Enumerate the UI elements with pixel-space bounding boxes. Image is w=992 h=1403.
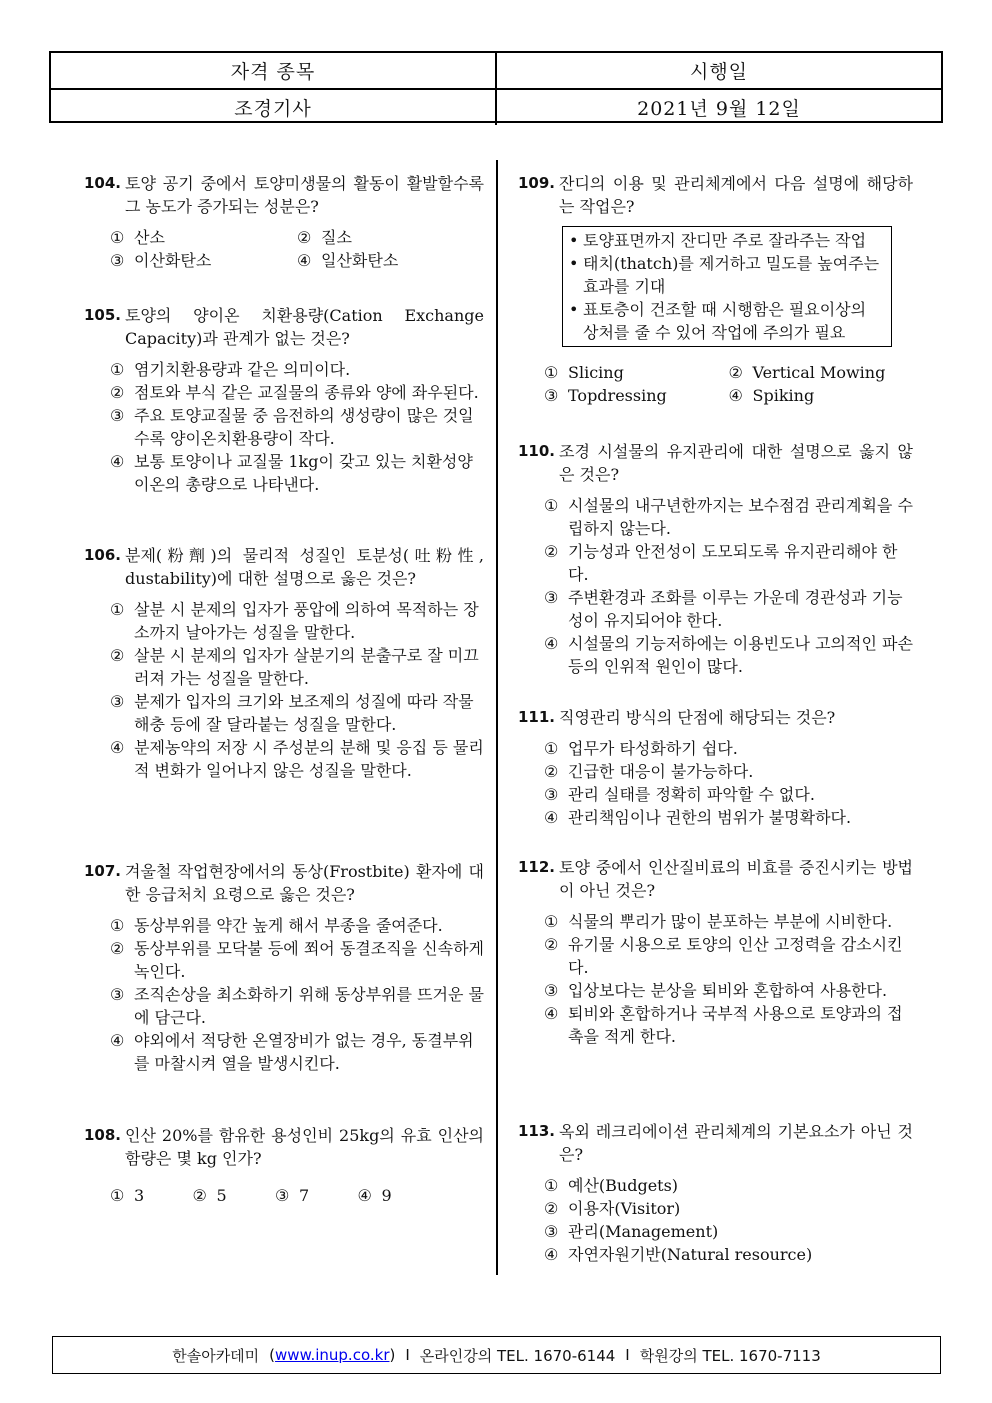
option: 조직손상을 최소화하기 위해 동상부위를 뜨거운 물에 담근다. <box>134 985 485 1027</box>
box-line: 토양표면까지 잔디만 주로 잘라주는 작업 <box>583 231 867 250</box>
question-111 <box>518 706 913 829</box>
option: 보통 토양이나 교질물 1kg이 갖고 있는 치환성양이온의 총량으로 나타낸다. <box>134 452 473 494</box>
academy-name: 한솔아카데미 <box>172 1346 260 1365</box>
option: Vertical Mowing <box>752 363 886 382</box>
question-105 <box>84 304 484 496</box>
options: ① 예산(Budgets) ② 이용자(Visitor) ③ 관리(Management) ④ 자연자원기반(Natural resource) <box>518 1174 913 1266</box>
question-number: 104. <box>84 174 122 192</box>
options: ① 염기치환용량과 같은 의미이다. ② 점토와 부식 같은 교질물의 종류와 양에 좌우된다. ③ 주요 토양교질물 중 음전하의 생성량이 많은 것일수록 양이온치환용량이 작다. ④ 보통 토양이나 교질물 1kg이 갖고 있는 치환성양이온의 총량으로 나타낸다. <box>84 358 484 496</box>
option: 식물의 뿌리가 많이 분포하는 부분에 시비한다. <box>568 912 893 931</box>
question-number: 113. <box>518 1122 556 1140</box>
bullet-icon: • <box>569 254 579 273</box>
option: 7 <box>299 1186 310 1205</box>
option: 질소 <box>321 228 352 247</box>
option: 시설물의 기능저하에는 이용빈도나 고의적인 파손 등의 인위적 원인이 많다. <box>568 634 913 676</box>
question-107 <box>84 860 484 1075</box>
online-phone: 온라인강의 TEL. 1670-6144 <box>419 1346 616 1365</box>
box-line: 태치(thatch)를 제거하고 밀도를 높여주는 효과를 기대 <box>583 254 880 296</box>
question-106 <box>84 544 484 782</box>
description-box <box>562 226 892 347</box>
option: 시설물의 내구년한까지는 보수점검 관리계획을 수립하지 않는다. <box>568 496 913 538</box>
question-110 <box>518 440 913 678</box>
option: 5 <box>216 1186 227 1205</box>
option: Spiking <box>752 386 815 405</box>
question-text: 직영관리 방식의 단점에 해당되는 것은? <box>559 708 836 727</box>
option: 기능성과 안전성이 도모되도록 유지관리해야 한다. <box>568 542 898 584</box>
header-col2-value: 2021년 9월 12일 <box>495 90 941 125</box>
question-number: 105. <box>84 306 122 324</box>
option: 점토와 부식 같은 교질물의 종류와 양에 좌우된다. <box>134 383 479 402</box>
question-text: 분제(粉劑)의 물리적 성질인 토분성(吐粉性, dustability)에 대한 설명으로 옳은 것은? <box>125 546 484 588</box>
website-link[interactable]: www.inup.co.kr <box>275 1346 390 1364</box>
question-104 <box>84 172 484 272</box>
option: Slicing <box>568 363 624 382</box>
option: 유기물 시용으로 토양의 인산 고정력을 감소시킨다. <box>568 935 903 977</box>
options: ① 살분 시 분제의 입자가 풍압에 의하여 목적하는 장소까지 날아가는 성질을 말한다. ② 살분 시 분제의 입자가 살분기의 분출구로 잘 미끄러져 가는 성질을 말한다. ③ 분제가 입자의 크기와 보조제의 성질에 따라 작물해충 등에 잘 달라붙는 성질을 말한다. ④ 분제농약의 저장 시 주성분의 분해 및 응집 등 물리적 변화가 일어나지 않은 성질을 말한다. <box>110 600 484 780</box>
option: 3 <box>134 1186 145 1205</box>
option: 예산(Budgets) <box>568 1176 679 1195</box>
bullet-icon: • <box>569 231 579 250</box>
question-number: 110. <box>518 442 556 460</box>
question-108 <box>84 1124 484 1207</box>
question-text: 옥외 레크리에이션 관리체계의 기본요소가 아닌 것은? <box>559 1122 913 1164</box>
option: 이산화탄소 <box>134 251 212 270</box>
option: 살분 시 분제의 입자가 살분기의 분출구로 잘 미끄러져 가는 성질을 말한다. <box>134 646 479 688</box>
options: ① 식물의 뿌리가 많이 분포하는 부분에 시비한다. ② 유기물 시용으로 토양의 인산 고정력을 감소시킨다. ③ 입상보다는 분상을 퇴비와 혼합하여 사용한다. ④ 퇴비와 혼합하거나 국부적 사용으로 토양과의 접촉을 적게 한다. <box>518 910 913 1048</box>
question-112 <box>518 856 913 1048</box>
question-number: 106. <box>84 546 122 564</box>
option: 분제농약의 저장 시 주성분의 분해 및 응집 등 물리적 변화가 일어나지 않은 성질을 말한다. <box>134 738 484 780</box>
question-text: 조경 시설물의 유지관리에 대한 설명으로 옳지 않은 것은? <box>559 442 913 484</box>
question-text: 토양 공기 중에서 토양미생물의 활동이 활발할수록 그 농도가 증가되는 성분은? <box>125 174 484 216</box>
option: 주요 토양교질물 중 음전하의 생성량이 많은 것일수록 양이온치환용량이 작다. <box>134 406 474 448</box>
question-109 <box>518 172 913 407</box>
offline-phone: 학원강의 TEL. 1670-7113 <box>639 1346 821 1365</box>
option: 자연자원기반(Natural resource) <box>568 1245 813 1264</box>
question-number: 112. <box>518 858 556 876</box>
option: Topdressing <box>568 386 667 405</box>
options: ① 동상부위를 약간 높게 해서 부종을 줄여준다. ② 동상부위를 모닥불 등에 쬐어 동결조직을 신속하게 녹인다. ③ 조직손상을 최소화하기 위해 동상부위를 뜨거운 물에 담근다. ④ 야외에서 적당한 온열장비가 없는 경우, 동결부위를 마찰시켜 열을 발생시킨다. <box>110 916 485 1073</box>
option: 산소 <box>134 228 165 247</box>
footer: 한솔아카데미 (www.inup.co.kr) I 온라인강의 TEL. 1670-6144 I 학원강의 TEL. 1670-7113 <box>52 1336 941 1374</box>
header-col1-value: 조경기사 <box>234 98 312 120</box>
header-col2-label: 시행일 <box>495 53 941 88</box>
option: 이용자(Visitor) <box>568 1199 681 1218</box>
options: ① 시설물의 내구년한까지는 보수점검 관리계획을 수립하지 않는다. ② 기능성과 안전성이 도모되도록 유지관리해야 한다. ③ 주변환경과 조화를 이루는 가운데 경관성과 기능성이 유지되어야 한다. ④ 시설물의 기능저하에는 이용빈도나 고의적인 파손 등의 인위적 원인이 많다. <box>544 496 913 676</box>
option: 살분 시 분제의 입자가 풍압에 의하여 목적하는 장소까지 날아가는 성질을 말한다. <box>134 600 479 642</box>
option: 9 <box>381 1186 392 1205</box>
question-113 <box>518 1120 913 1266</box>
option: 일산화탄소 <box>321 251 399 270</box>
separator: I <box>405 1346 410 1364</box>
option: 염기치환용량과 같은 의미이다. <box>134 360 351 379</box>
question-number: 108. <box>84 1126 122 1144</box>
options: ① 3 ② 5 ③ 7 ④ 9 <box>84 1184 440 1207</box>
question-number: 107. <box>84 862 122 880</box>
bullet-icon: • <box>569 300 579 319</box>
option: 분제가 입자의 크기와 보조제의 성질에 따라 작물해충 등에 잘 달라붙는 성질을 말한다. <box>134 692 474 734</box>
options: ① Slicing ② Vertical Mowing ③ Topdressing ④ Spiking <box>518 361 913 407</box>
header-col1-label: 자격 종목 <box>230 61 316 83</box>
header-table <box>49 51 943 123</box>
question-text: 토양의 양이온 치환용량(Cation Exchange Capacity)과 관계가 없는 것은? <box>125 306 484 348</box>
question-text: 잔디의 이용 및 관리체계에서 다음 설명에 해당하는 작업은? <box>559 174 913 216</box>
option: 긴급한 대응이 불가능하다. <box>568 762 754 781</box>
option: 동상부위를 모닥불 등에 쬐어 동결조직을 신속하게 녹인다. <box>134 939 485 981</box>
options: ① 산소 ② 질소 ③ 이산화탄소 ④ 일산화탄소 <box>84 226 484 272</box>
option: 관리(Management) <box>568 1222 719 1241</box>
question-text: 토양 중에서 인산질비료의 비효를 증진시키는 방법이 아닌 것은? <box>559 858 913 900</box>
option: 입상보다는 분상을 퇴비와 혼합하여 사용한다. <box>568 981 888 1000</box>
column-divider <box>496 160 498 1275</box>
options: ① 업무가 타성화하기 쉽다. ② 긴급한 대응이 불가능하다. ③ 관리 실태를 정확히 파악할 수 없다. ④ 관리책임이나 권한의 범위가 불명확하다. <box>518 737 913 829</box>
option: 주변환경과 조화를 이루는 가운데 경관성과 기능성이 유지되어야 한다. <box>568 588 903 630</box>
option: 관리책임이나 권한의 범위가 불명확하다. <box>568 808 852 827</box>
option: 업무가 타성화하기 쉽다. <box>568 739 738 758</box>
question-text: 겨울철 작업현장에서의 동상(Frostbite) 환자에 대한 응급처치 요령으로 옳은 것은? <box>125 862 484 904</box>
option: 관리 실태를 정확히 파악할 수 없다. <box>568 785 815 804</box>
separator: I <box>625 1346 630 1364</box>
question-number: 109. <box>518 174 556 192</box>
option: 퇴비와 혼합하거나 국부적 사용으로 토양과의 접촉을 적게 한다. <box>568 1004 903 1046</box>
question-text: 인산 20%를 함유한 용성인비 25kg의 유효 인산의 함량은 몇 kg 인가? <box>125 1126 484 1168</box>
box-line: 표토층이 건조할 때 시행함은 필요이상의 상처를 줄 수 있어 작업에 주의가 필요 <box>583 300 867 342</box>
question-number: 111. <box>518 708 556 726</box>
option: 야외에서 적당한 온열장비가 없는 경우, 동결부위를 마찰시켜 열을 발생시킨다. <box>134 1031 474 1073</box>
option: 동상부위를 약간 높게 해서 부종을 줄여준다. <box>134 916 443 935</box>
